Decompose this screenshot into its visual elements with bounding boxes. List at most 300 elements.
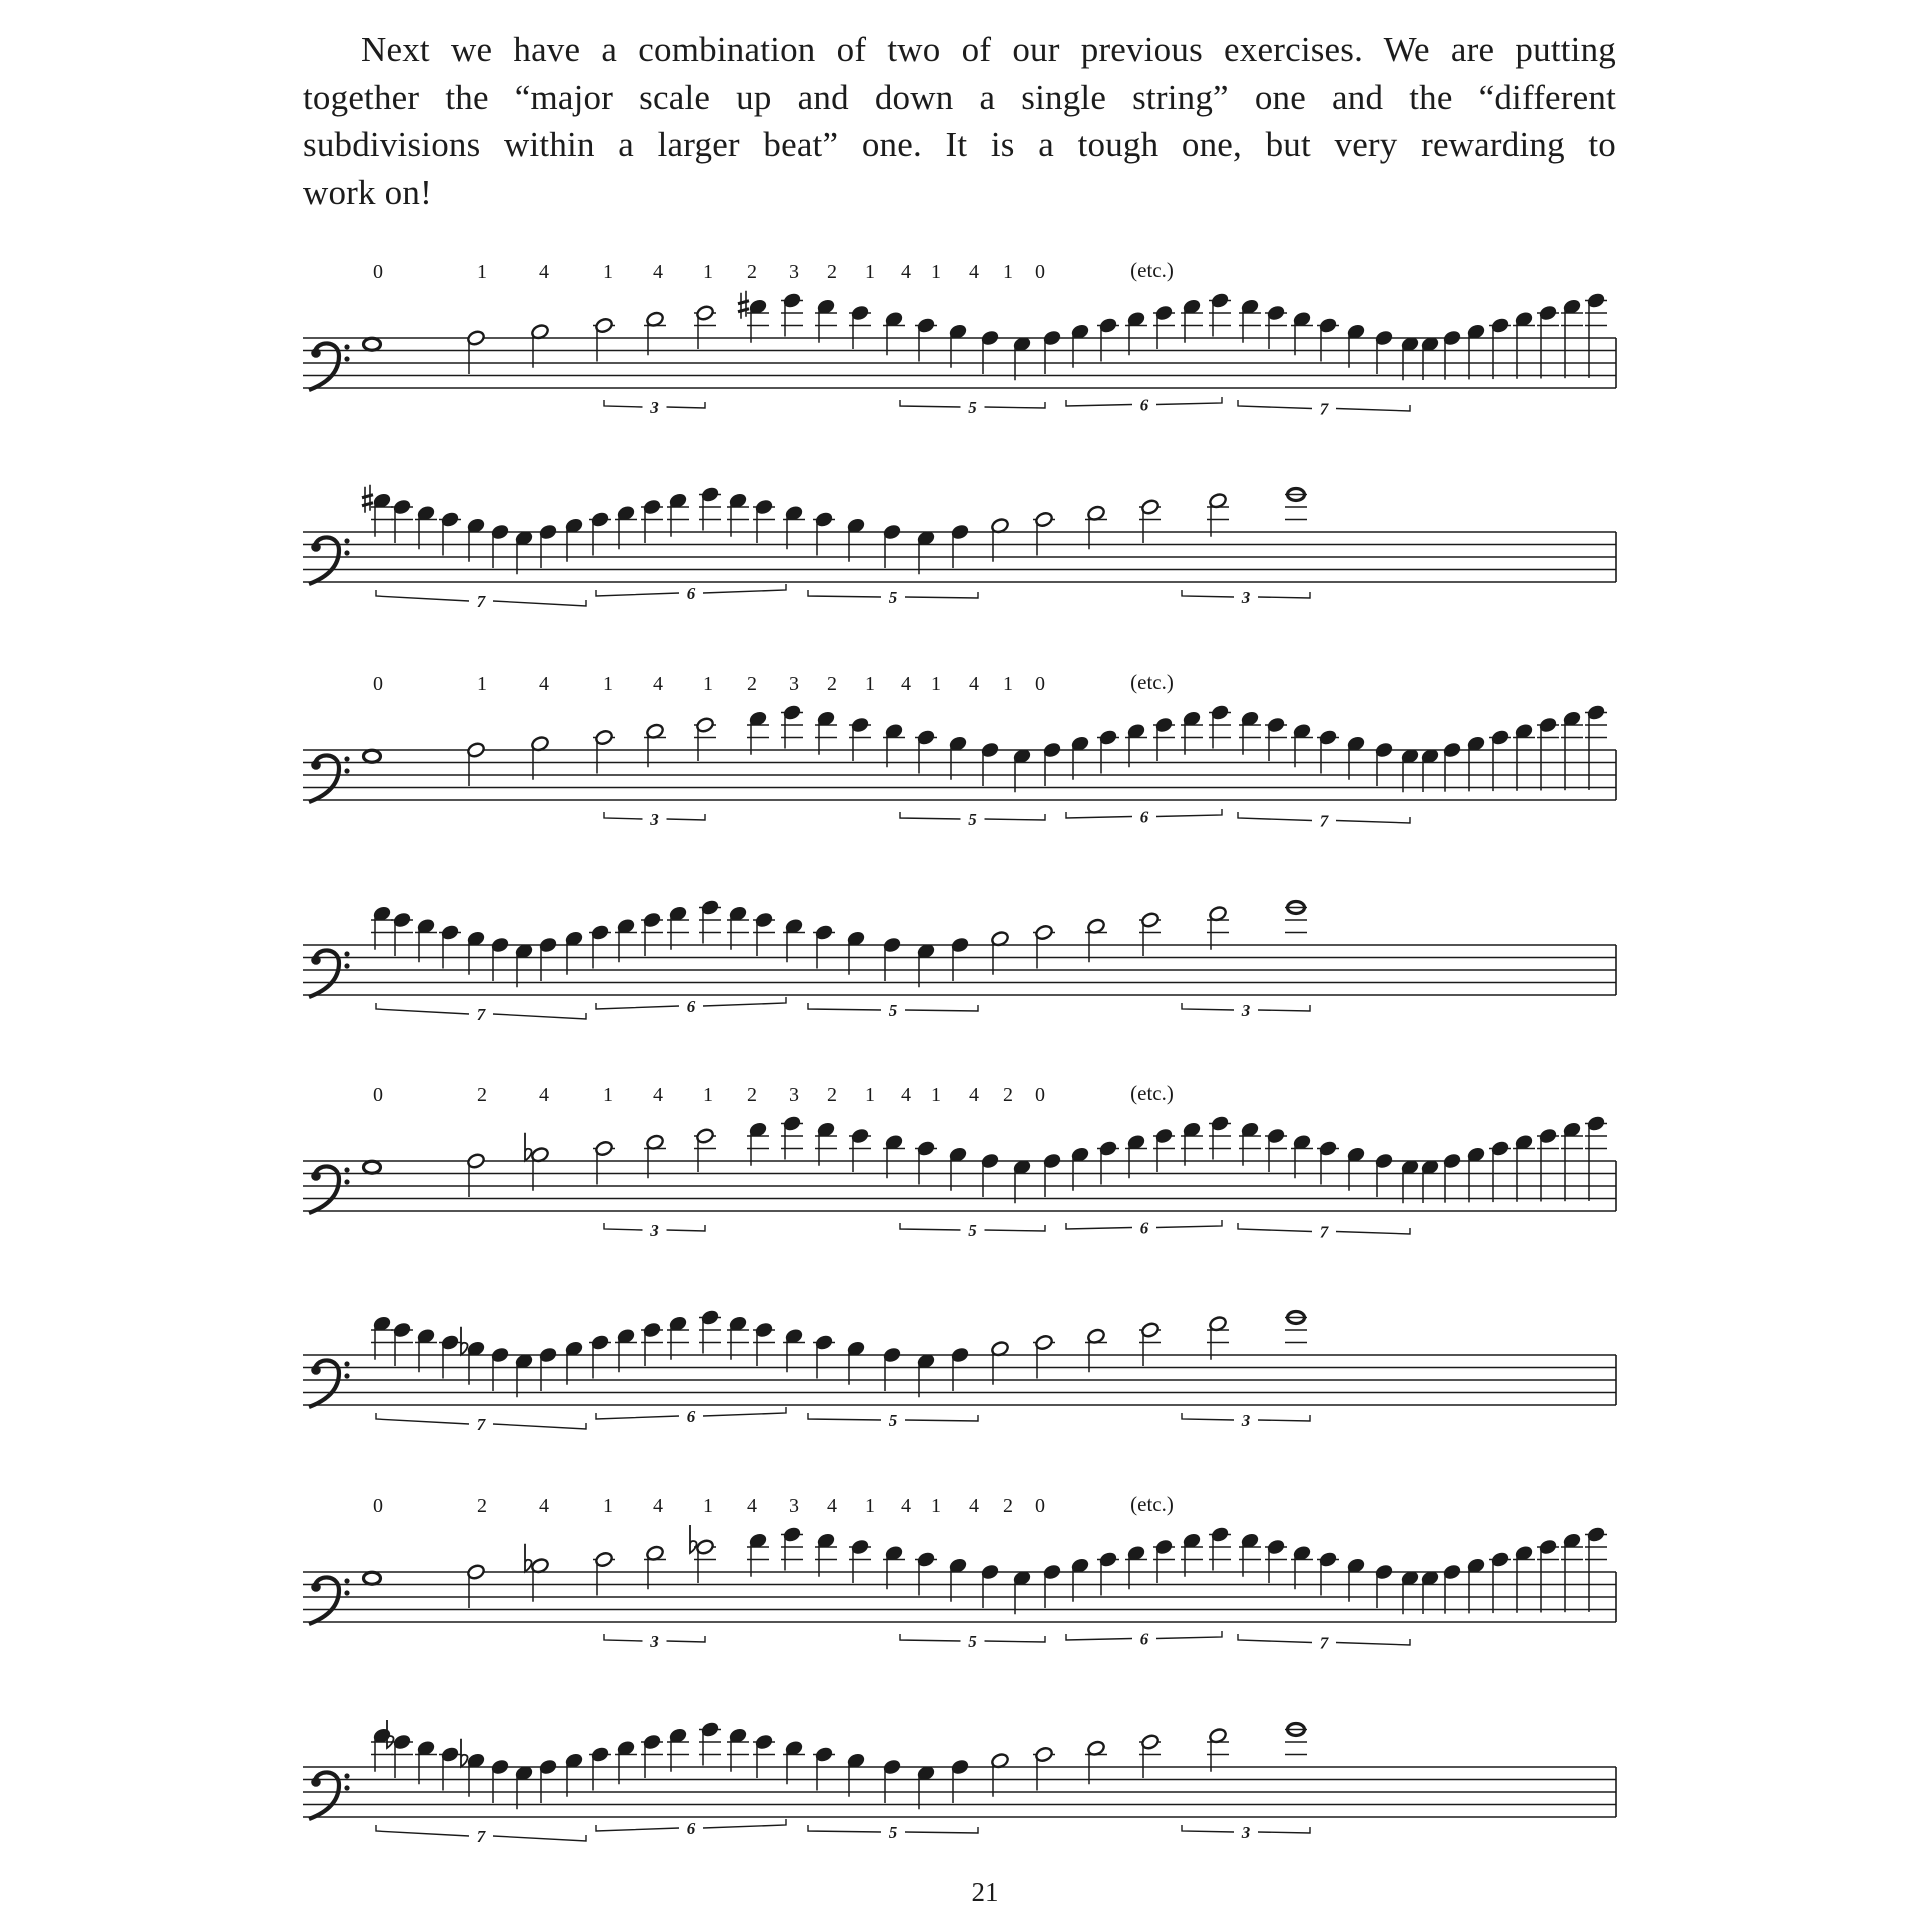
tuplet-bracket-left bbox=[1182, 1003, 1234, 1010]
tuplet-bracket bbox=[376, 590, 586, 611]
quarter-note bbox=[727, 905, 749, 950]
paragraph-line: work on! bbox=[303, 172, 432, 212]
fingering-number: 1 bbox=[865, 261, 875, 283]
tuplet-bracket-left bbox=[596, 1413, 679, 1419]
half-note bbox=[1139, 1321, 1161, 1366]
quarter-note bbox=[1097, 1551, 1119, 1596]
quarter-note bbox=[1153, 716, 1175, 761]
fingering-number: 1 bbox=[1003, 673, 1013, 695]
flat-icon bbox=[525, 1544, 532, 1572]
half-note bbox=[1085, 505, 1107, 550]
eighth-note bbox=[1513, 1134, 1535, 1202]
eighth-note bbox=[1489, 729, 1511, 791]
notehead bbox=[364, 338, 381, 350]
tuplet-bracket bbox=[1066, 1219, 1222, 1238]
quarter-note bbox=[950, 1758, 969, 1803]
quarter-note bbox=[371, 1727, 393, 1772]
tuplet-bracket-right bbox=[667, 1225, 706, 1231]
quarter-note bbox=[514, 530, 533, 575]
tuplet-bracket bbox=[1238, 400, 1410, 419]
clef-dot bbox=[344, 951, 349, 956]
clef-dot bbox=[344, 1167, 349, 1172]
quarter-note bbox=[1070, 323, 1089, 368]
fingering-number: 4 bbox=[653, 673, 663, 695]
quarter-note bbox=[815, 1532, 837, 1577]
quarter-note bbox=[882, 936, 901, 981]
whole-note bbox=[1285, 489, 1307, 520]
quarter-note bbox=[1070, 735, 1089, 780]
quarter-note bbox=[1317, 729, 1339, 774]
quarter-note bbox=[391, 911, 413, 956]
tuplet-bracket bbox=[376, 1003, 586, 1024]
quarter-note bbox=[915, 317, 937, 362]
tuplet-bracket bbox=[596, 997, 786, 1016]
tuplet-bracket-right bbox=[493, 1013, 586, 1019]
tuplet-bracket-right bbox=[1258, 1827, 1310, 1833]
quarter-note bbox=[948, 1557, 967, 1602]
half-note bbox=[644, 1545, 666, 1590]
tuplet-number: 6 bbox=[1139, 807, 1149, 827]
tuplet-bracket-right bbox=[703, 1819, 786, 1828]
staff bbox=[303, 485, 1616, 611]
tuplet-bracket-left bbox=[604, 1223, 643, 1230]
tuplet-number: 7 bbox=[476, 592, 486, 611]
quarter-note bbox=[514, 1353, 533, 1398]
tuplet-bracket-left bbox=[1238, 1634, 1312, 1643]
tuplet-bracket-right bbox=[1258, 1005, 1310, 1011]
fingering-number: 0 bbox=[1035, 1495, 1045, 1517]
fingering-number: 4 bbox=[653, 261, 663, 283]
quarter-note bbox=[699, 1309, 721, 1354]
half-note bbox=[1207, 1315, 1229, 1360]
fingering-number: 3 bbox=[789, 261, 799, 283]
quarter-note bbox=[1400, 336, 1419, 381]
tuplet-number: 6 bbox=[1139, 1218, 1149, 1238]
tuplet-bracket-right bbox=[1258, 592, 1310, 598]
quarter-note bbox=[916, 1765, 935, 1810]
tuplet-bracket bbox=[900, 810, 1045, 829]
staff bbox=[303, 1115, 1616, 1242]
quarter-note bbox=[1265, 1538, 1287, 1583]
tuplet-bracket-right bbox=[1258, 1415, 1310, 1421]
tuplet-bracket bbox=[1066, 396, 1222, 415]
fingering-row bbox=[373, 670, 1174, 695]
quarter-note bbox=[781, 292, 803, 337]
tuplet-bracket-right bbox=[1156, 397, 1222, 405]
fingering-number: 0 bbox=[373, 1084, 383, 1106]
tuplet-bracket bbox=[376, 1413, 586, 1434]
quarter-note bbox=[1400, 1570, 1419, 1615]
quarter-note bbox=[849, 716, 871, 761]
tuplet-number: 7 bbox=[476, 1827, 486, 1846]
quarter-note bbox=[1042, 741, 1061, 786]
tuplet-number: 7 bbox=[1319, 1222, 1329, 1242]
eighth-note bbox=[1442, 329, 1461, 379]
quarter-note bbox=[415, 505, 437, 550]
quarter-note bbox=[781, 704, 803, 749]
quarter-note bbox=[391, 498, 413, 543]
quarter-note bbox=[466, 517, 485, 562]
clef-dot bbox=[311, 1777, 321, 1787]
clef-dot bbox=[344, 550, 349, 555]
tuplet-number: 7 bbox=[476, 1005, 486, 1024]
fingering-number: 2 bbox=[477, 1084, 487, 1106]
quarter-note bbox=[727, 1315, 749, 1360]
fingering-number: 3 bbox=[789, 1084, 799, 1106]
quarter-note bbox=[1097, 317, 1119, 362]
fingering-number: 4 bbox=[747, 1495, 757, 1517]
half-note bbox=[530, 735, 549, 780]
tuplet-bracket-left bbox=[1182, 590, 1234, 597]
tuplet-number: 7 bbox=[1319, 399, 1329, 419]
tuplet-bracket-right bbox=[1336, 405, 1410, 411]
tuplet-bracket-right bbox=[493, 600, 586, 606]
quarter-note bbox=[1346, 1146, 1365, 1191]
whole-note bbox=[1285, 1724, 1307, 1755]
fingering-number: 4 bbox=[901, 1495, 911, 1517]
quarter-note bbox=[1042, 329, 1061, 374]
eighth-note bbox=[1442, 741, 1461, 791]
quarter-note bbox=[813, 924, 835, 969]
half-note bbox=[1033, 924, 1055, 969]
clef-dot bbox=[311, 542, 321, 552]
tuplet-bracket-right bbox=[1336, 817, 1410, 823]
staff bbox=[303, 704, 1616, 831]
quarter-note bbox=[1265, 716, 1287, 761]
fingering-number: 0 bbox=[1035, 261, 1045, 283]
quarter-note bbox=[387, 1720, 413, 1778]
eighth-note bbox=[1513, 1545, 1535, 1613]
quarter-note bbox=[1239, 298, 1261, 343]
clef-dot bbox=[344, 1361, 349, 1366]
fingering-number: 1 bbox=[865, 1495, 875, 1517]
half-note bbox=[1033, 511, 1055, 556]
quarter-note bbox=[1181, 1532, 1203, 1577]
eighth-note bbox=[1489, 317, 1511, 379]
quarter-note bbox=[846, 930, 865, 975]
flat-icon bbox=[461, 1327, 468, 1355]
quarter-note bbox=[1125, 723, 1147, 768]
eighth-note bbox=[1420, 1159, 1439, 1203]
quarter-note bbox=[699, 1721, 721, 1766]
quarter-note bbox=[615, 1740, 637, 1785]
half-note bbox=[1139, 498, 1161, 543]
clef-dot bbox=[344, 963, 349, 968]
quarter-note bbox=[783, 918, 805, 963]
half-note bbox=[990, 930, 1009, 975]
tuplet-bracket bbox=[1238, 1223, 1410, 1242]
tuplet-number: 5 bbox=[888, 1001, 898, 1020]
half-note bbox=[694, 1127, 716, 1172]
flat-stroke bbox=[690, 1525, 697, 1553]
fingering-number: 0 bbox=[373, 1495, 383, 1517]
quarter-note bbox=[950, 523, 969, 568]
tuplet-bracket-right bbox=[703, 584, 786, 593]
staff bbox=[303, 1525, 1616, 1653]
tuplet-bracket bbox=[1182, 1411, 1310, 1430]
quarter-note bbox=[1291, 311, 1313, 356]
whole-note bbox=[364, 338, 381, 350]
quarter-note bbox=[415, 1328, 437, 1373]
quarter-note bbox=[1346, 323, 1365, 368]
fingering-number: 4 bbox=[969, 1495, 979, 1517]
tuplet-bracket-left bbox=[900, 400, 961, 407]
tuplet-bracket-left bbox=[604, 400, 643, 407]
quarter-note bbox=[641, 1321, 663, 1366]
fingering-number: 1 bbox=[931, 261, 941, 283]
fingering-number: 3 bbox=[789, 1495, 799, 1517]
tuplet-bracket-left bbox=[900, 1634, 961, 1641]
fingering-number: 4 bbox=[539, 1495, 549, 1517]
half-note bbox=[644, 1134, 666, 1179]
quarter-note bbox=[948, 1146, 967, 1191]
fingering-number: 2 bbox=[827, 261, 837, 283]
half-note bbox=[1207, 905, 1229, 950]
quarter-note bbox=[1209, 704, 1231, 749]
quarter-note bbox=[490, 1758, 509, 1803]
quarter-note bbox=[391, 1321, 413, 1366]
fingering-number: 2 bbox=[827, 1084, 837, 1106]
fingering-number: 4 bbox=[539, 1084, 549, 1106]
half-note bbox=[593, 317, 615, 362]
half-note bbox=[530, 323, 549, 368]
half-note bbox=[1207, 492, 1229, 537]
quarter-note bbox=[615, 1328, 637, 1373]
quarter-note bbox=[362, 485, 393, 537]
fingering-number: 4 bbox=[969, 261, 979, 283]
quarter-note bbox=[589, 1334, 611, 1379]
tuplet-bracket bbox=[596, 1407, 786, 1426]
quarter-note bbox=[813, 511, 835, 556]
tuplet-bracket bbox=[808, 1823, 978, 1842]
quarter-note bbox=[815, 1121, 837, 1166]
half-note bbox=[466, 741, 485, 786]
quarter-note bbox=[1346, 1557, 1365, 1602]
quarter-note bbox=[1012, 336, 1031, 381]
eighth-note bbox=[1513, 311, 1535, 379]
quarter-note bbox=[1400, 1159, 1419, 1204]
quarter-note bbox=[849, 1538, 871, 1583]
quarter-note bbox=[589, 1746, 611, 1791]
quarter-note bbox=[641, 911, 663, 956]
quarter-note bbox=[564, 517, 583, 562]
etc-label: (etc.) bbox=[1130, 1492, 1174, 1516]
quarter-note bbox=[948, 735, 967, 780]
notehead bbox=[364, 1572, 381, 1584]
tuplet-bracket bbox=[604, 810, 705, 829]
quarter-note bbox=[564, 930, 583, 975]
quarter-note bbox=[490, 936, 509, 981]
clef-dot bbox=[311, 1171, 321, 1181]
quarter-note bbox=[1125, 311, 1147, 356]
tuplet-number: 6 bbox=[686, 997, 696, 1016]
quarter-note bbox=[948, 323, 967, 368]
quarter-note bbox=[846, 1752, 865, 1797]
tuplet-number: 7 bbox=[476, 1415, 486, 1434]
flat-icon bbox=[525, 1133, 532, 1161]
eighth-note bbox=[1513, 723, 1535, 791]
quarter-note bbox=[813, 1334, 835, 1379]
tuplet-bracket bbox=[900, 398, 1045, 417]
flat-stroke bbox=[461, 1739, 468, 1767]
clef-dot bbox=[344, 1373, 349, 1378]
flat-stroke bbox=[461, 1327, 468, 1355]
quarter-note bbox=[1181, 1121, 1203, 1166]
quarter-note bbox=[1181, 710, 1203, 755]
tuplet-bracket-right bbox=[985, 402, 1046, 408]
eighth-note bbox=[1537, 1127, 1559, 1201]
tuplet-bracket-left bbox=[900, 812, 961, 819]
tuplet-bracket bbox=[1182, 1001, 1310, 1020]
tuplet-bracket-left bbox=[376, 1413, 469, 1424]
tuplet-number: 6 bbox=[686, 1407, 696, 1426]
etc-label: (etc.) bbox=[1130, 258, 1174, 282]
tuplet-bracket-right bbox=[985, 814, 1046, 820]
quarter-note bbox=[1400, 748, 1419, 793]
tuplet-number: 3 bbox=[650, 810, 659, 829]
fingering-number: 2 bbox=[747, 673, 757, 695]
clef-dot bbox=[344, 1773, 349, 1778]
quarter-note bbox=[667, 905, 689, 950]
fingering-number: 4 bbox=[827, 1495, 837, 1517]
tuplet-bracket bbox=[376, 1825, 586, 1846]
quarter-note bbox=[747, 1121, 769, 1166]
half-note bbox=[593, 729, 615, 774]
fingering-number: 1 bbox=[603, 261, 613, 283]
quarter-note bbox=[415, 918, 437, 963]
quarter-note bbox=[1125, 1545, 1147, 1590]
fingering-number: 2 bbox=[1003, 1495, 1013, 1517]
tuplet-bracket-left bbox=[596, 1825, 679, 1831]
quarter-note bbox=[781, 1115, 803, 1160]
sharp-stroke bbox=[362, 495, 373, 498]
tuplet-bracket-right bbox=[1336, 1228, 1410, 1234]
quarter-note bbox=[813, 1746, 835, 1791]
quarter-note bbox=[950, 1346, 969, 1391]
quarter-note bbox=[699, 899, 721, 944]
tuplet-bracket-left bbox=[808, 1413, 881, 1420]
quarter-note bbox=[1239, 710, 1261, 755]
eighth-note bbox=[1420, 748, 1439, 792]
tuplet-bracket-left bbox=[1066, 1634, 1132, 1640]
clef-dot bbox=[344, 344, 349, 349]
quarter-note bbox=[916, 943, 935, 988]
half-note bbox=[466, 329, 485, 374]
fingering-number: 1 bbox=[931, 1084, 941, 1106]
quarter-note bbox=[1346, 735, 1365, 780]
eighth-note bbox=[1537, 304, 1559, 378]
tuplet-bracket-left bbox=[376, 590, 469, 601]
fingering-number: 1 bbox=[477, 673, 487, 695]
quarter-note bbox=[980, 741, 999, 786]
quarter-note bbox=[439, 924, 461, 969]
tuplet-number: 6 bbox=[686, 584, 696, 603]
tuplet-number: 3 bbox=[650, 1632, 659, 1651]
quarter-note bbox=[589, 924, 611, 969]
fingering-number: 1 bbox=[703, 1495, 713, 1517]
fingering-number: 4 bbox=[653, 1084, 663, 1106]
fingering-number: 1 bbox=[603, 1495, 613, 1517]
quarter-note bbox=[699, 486, 721, 531]
quarter-note bbox=[882, 1346, 901, 1391]
fingering-number: 1 bbox=[603, 673, 613, 695]
quarter-note bbox=[641, 498, 663, 543]
quarter-note bbox=[846, 517, 865, 562]
half-note bbox=[644, 723, 666, 768]
eighth-note bbox=[1585, 1526, 1607, 1612]
quarter-note bbox=[538, 1758, 557, 1803]
sharp-stroke bbox=[738, 309, 749, 312]
eighth-note bbox=[1420, 336, 1439, 380]
quarter-note bbox=[1070, 1557, 1089, 1602]
staff bbox=[303, 1309, 1616, 1434]
tuplet-bracket bbox=[604, 398, 705, 417]
fingering-number: 0 bbox=[1035, 1084, 1045, 1106]
clef-dot bbox=[344, 1590, 349, 1595]
tuplet-bracket bbox=[808, 1411, 978, 1430]
fingering-number: 4 bbox=[969, 673, 979, 695]
quarter-note bbox=[883, 1545, 905, 1590]
quarter-note bbox=[846, 1340, 865, 1385]
tuplet-bracket-right bbox=[985, 1636, 1046, 1642]
notehead bbox=[364, 1161, 381, 1173]
quarter-note bbox=[1317, 317, 1339, 362]
quarter-note bbox=[1374, 741, 1393, 786]
clef-dot bbox=[344, 1578, 349, 1583]
tuplet-bracket-left bbox=[376, 1003, 469, 1014]
tuplet-bracket-right bbox=[703, 997, 786, 1006]
fingering-number: 4 bbox=[653, 1495, 663, 1517]
half-note bbox=[466, 1152, 485, 1197]
half-note bbox=[694, 304, 716, 349]
quarter-note bbox=[615, 505, 637, 550]
quarter-note bbox=[753, 911, 775, 956]
quarter-note bbox=[727, 1727, 749, 1772]
quarter-note bbox=[1153, 1127, 1175, 1172]
quarter-note bbox=[1374, 1152, 1393, 1197]
fingering-number: 4 bbox=[969, 1084, 979, 1106]
fingering-number: 2 bbox=[1003, 1084, 1013, 1106]
quarter-note bbox=[1181, 298, 1203, 343]
quarter-note bbox=[514, 1765, 533, 1810]
half-note bbox=[1085, 918, 1107, 963]
half-note bbox=[593, 1551, 615, 1596]
tuplet-number: 5 bbox=[888, 588, 898, 607]
clef-dot bbox=[311, 1582, 321, 1592]
tuplet-number: 5 bbox=[888, 1411, 898, 1430]
quarter-note bbox=[439, 1746, 461, 1791]
tuplet-bracket bbox=[1182, 588, 1310, 607]
whole-note bbox=[364, 1161, 381, 1173]
quarter-note bbox=[415, 1740, 437, 1785]
tuplet-bracket bbox=[808, 1001, 978, 1020]
quarter-note bbox=[980, 1152, 999, 1197]
fingering-number: 1 bbox=[931, 673, 941, 695]
tuplet-bracket-left bbox=[596, 590, 679, 596]
clef-dot bbox=[344, 1179, 349, 1184]
quarter-note bbox=[1153, 304, 1175, 349]
fingering-number: 4 bbox=[901, 261, 911, 283]
clef-dot bbox=[311, 1365, 321, 1375]
fingering-number: 4 bbox=[901, 1084, 911, 1106]
clef-dot bbox=[344, 756, 349, 761]
quarter-note bbox=[1291, 1545, 1313, 1590]
tuplet-bracket bbox=[596, 1819, 786, 1838]
quarter-note bbox=[1317, 1140, 1339, 1185]
quarter-note bbox=[783, 1328, 805, 1373]
clef-dot bbox=[344, 356, 349, 361]
half-note bbox=[690, 1525, 716, 1583]
